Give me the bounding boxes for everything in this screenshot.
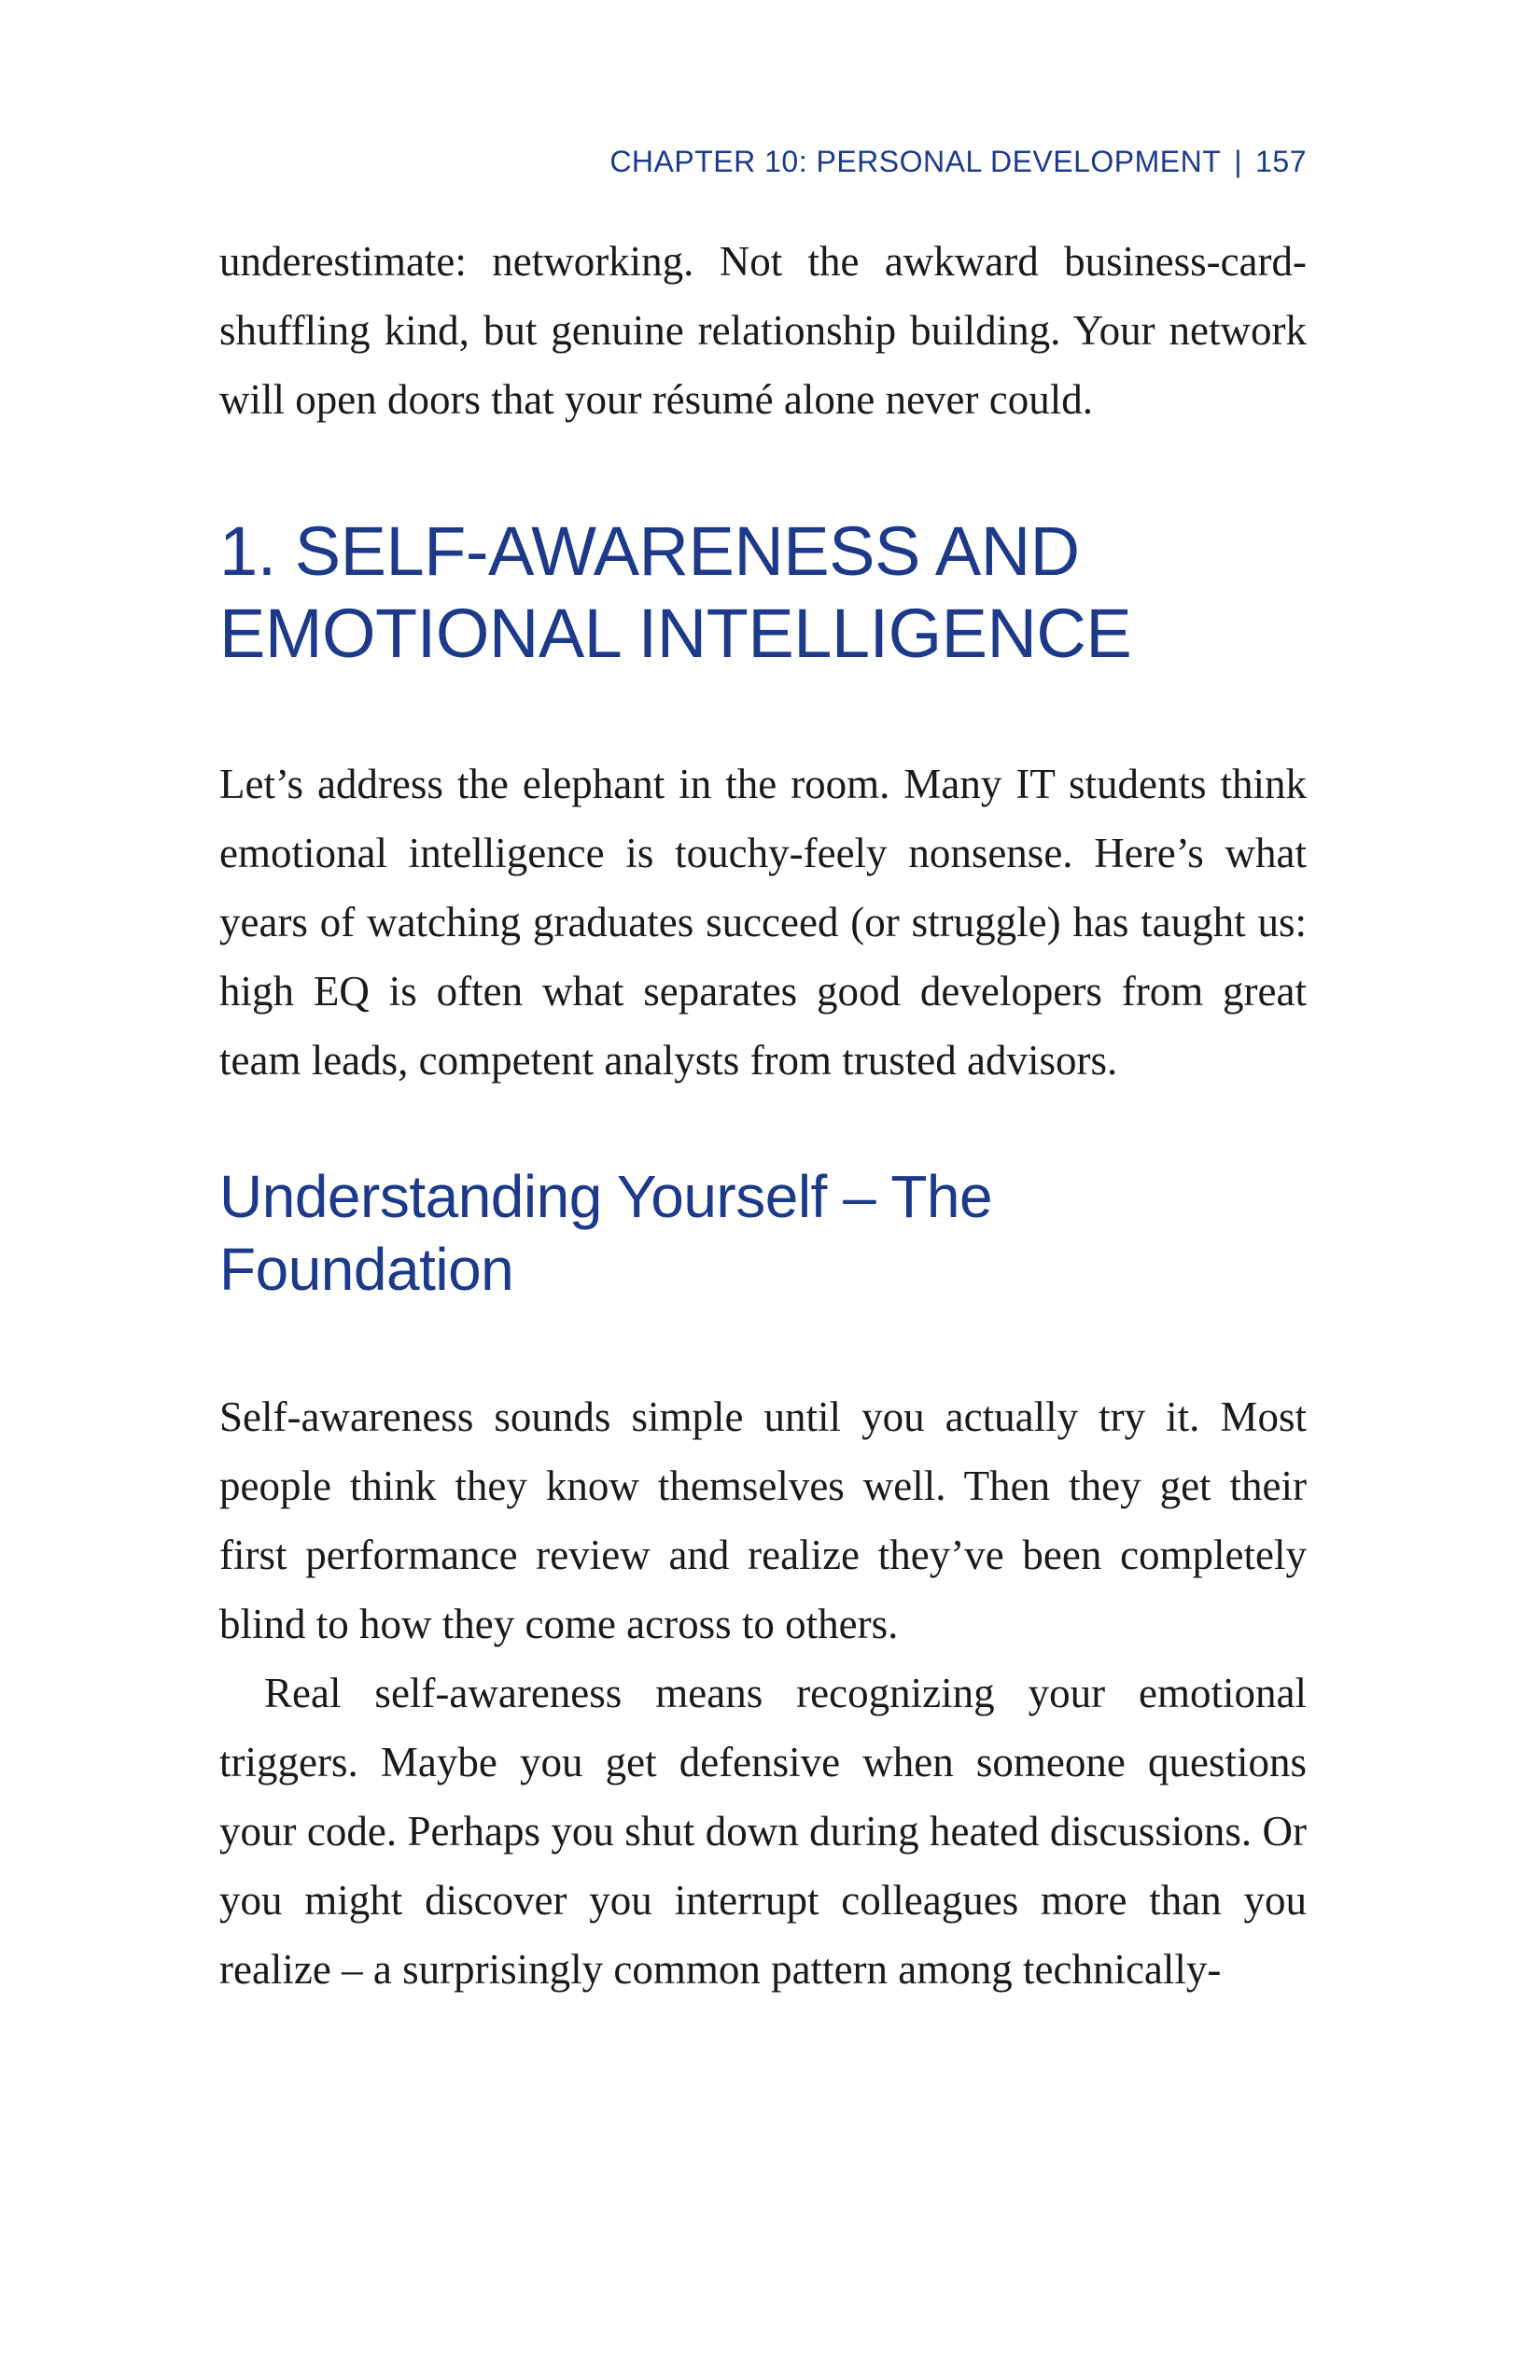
section-heading-line-2: EMOTIONAL INTELLIGENCE	[219, 595, 1132, 672]
running-header	[609, 145, 1307, 179]
subheading	[219, 1160, 1307, 1306]
self-awareness-paragraph-2: Real self-awareness means recognizing your emotional triggers. Maybe you get defensive when someone questions your code. Perhaps you shut down during heated discussions. Or you might discover you interrupt colleagues more than you realize – a surprisingly common pattern among technically-	[219, 1670, 1307, 1993]
page-content	[219, 227, 1307, 2004]
section-heading-line-1: 1. SELF-AWARENESS AND	[219, 512, 1080, 590]
subheading-line-1: Understanding Yourself – The	[219, 1163, 993, 1230]
chapter-title: CHAPTER 10: PERSONAL DEVELOPMENT	[609, 145, 1222, 178]
page-number: 157	[1255, 145, 1307, 178]
eq-paragraph: Let’s address the elephant in the room. Many IT students think emotional intelligence is touchy-feely nonsense. Here’s what years of watching graduates succeed (or struggle) has taught us: high EQ is often what separates good developers from great team leads, competent analysts from trusted advisors.	[219, 761, 1307, 1084]
self-awareness-paragraph-1: Self-awareness sounds simple until you actually try it. Most people think they know themselves well. Then they get their first performance review and realize they’ve been completely blind to how they come across to others.	[219, 1393, 1307, 1647]
subheading-line-2: Foundation	[219, 1236, 514, 1303]
intro-paragraph: underestimate: networking. Not the awkward business-card-shuffling kind, but genuine relationship building. Your network will open doors that your résumé alone never could.	[219, 238, 1307, 423]
header-separator: |	[1234, 145, 1243, 178]
section-heading	[219, 511, 1307, 675]
